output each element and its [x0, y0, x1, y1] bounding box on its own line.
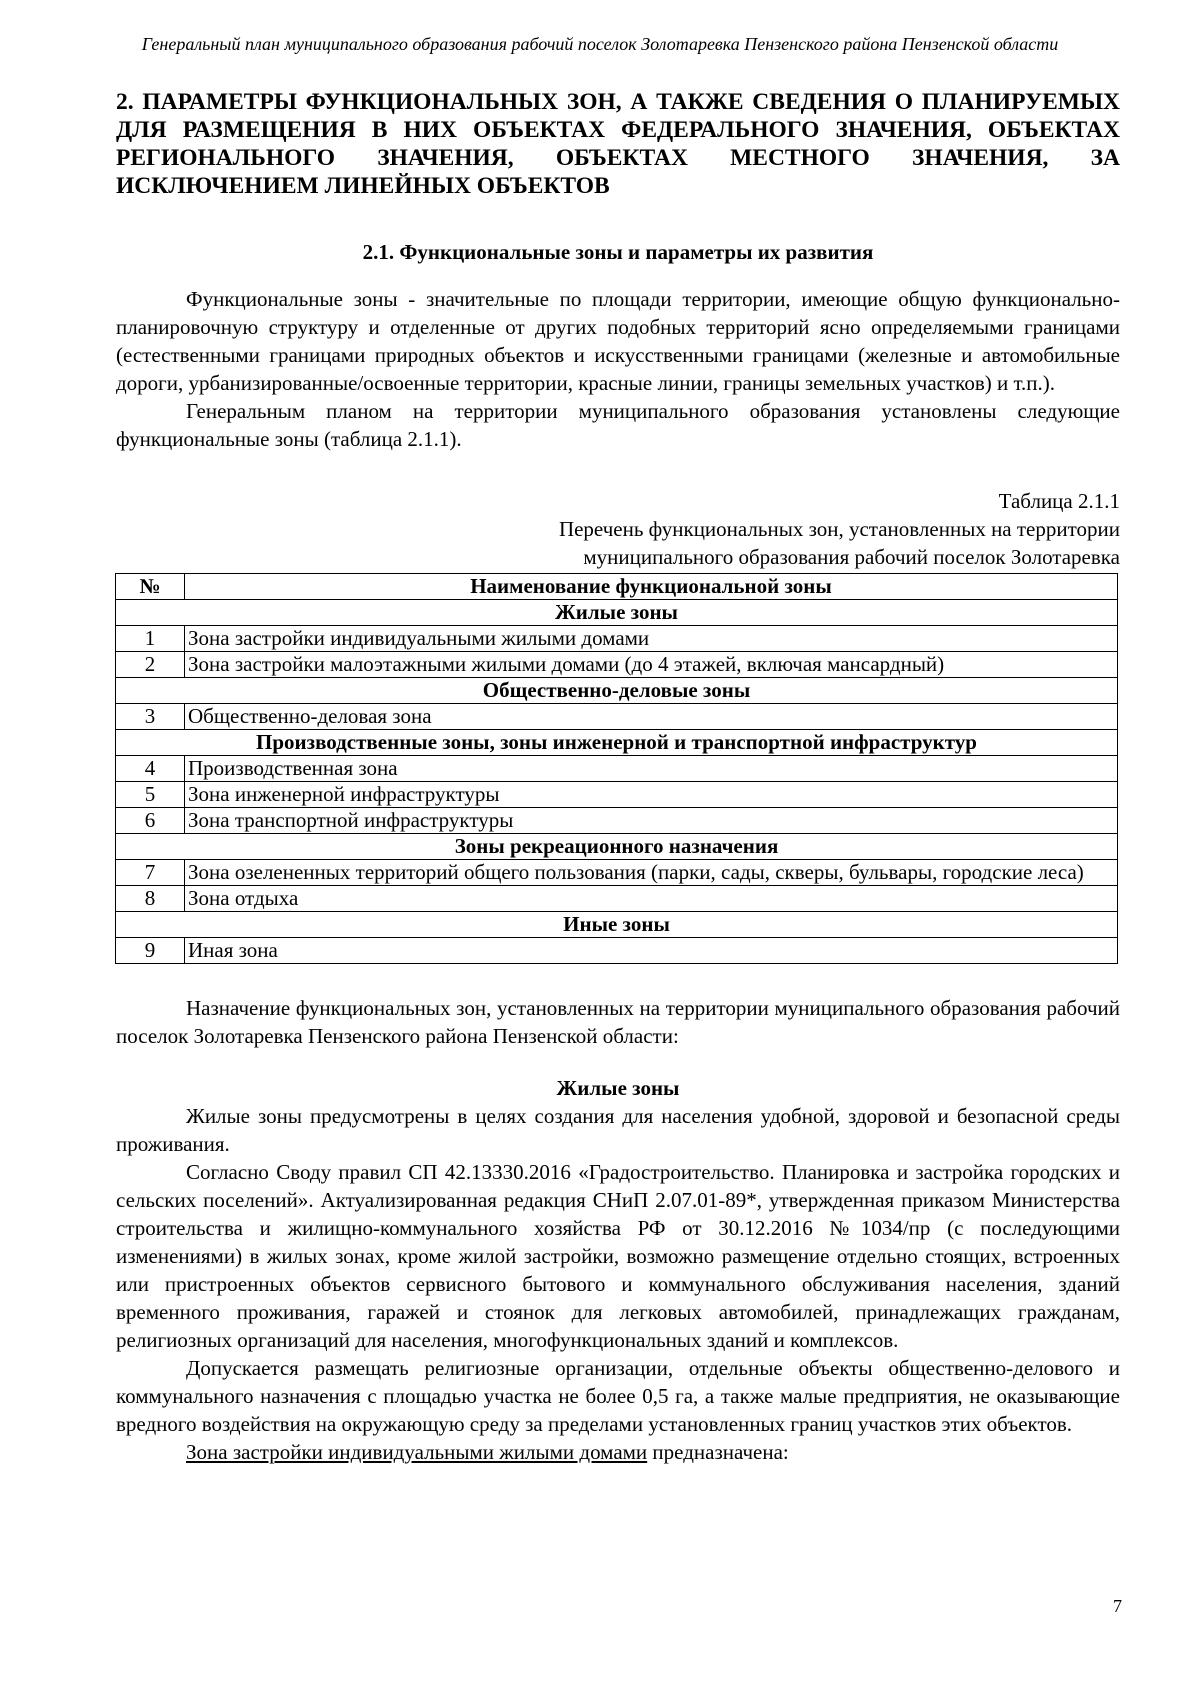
row-number: 3: [116, 704, 185, 730]
row-number: 1: [116, 626, 185, 652]
table-caption: [116, 487, 1120, 571]
row-name: Зона транспортной инфраструктуры: [185, 808, 1118, 834]
intro-paragraph-2: Генеральным планом на территории муниципального образования установлены следующие функциональные зоны (таблица 2.1.1).: [116, 399, 1120, 451]
section-cell: Производственные зоны, зоны инженерной и транспортной инфраструктур: [116, 730, 1118, 756]
row-number: 7: [116, 860, 185, 886]
row-name: Зона озелененных территорий общего пользования (парки, сады, скверы, бульвары, городские леса): [185, 860, 1118, 886]
row-number: 9: [116, 938, 185, 964]
row-number: 2: [116, 652, 185, 678]
section-cell: Иные зоны: [116, 912, 1118, 938]
table-row: [116, 756, 1118, 782]
row-number: 6: [116, 808, 185, 834]
row-name: Зона инженерной инфраструктуры: [185, 782, 1118, 808]
purpose-paragraph-5: [116, 1438, 1120, 1466]
intro-paragraph-1: Функциональные зоны - значительные по площади территории, имеющие общую функционально-планировочную структуру и отделенные от других подобных территорий ясно определяемыми границами (естественными границами природных объектов и искусственными границами (железные и автомобильные дороги, урбанизированные/освоенные территории, красные линии, границы земельных участков) и т.п.).: [116, 287, 1120, 395]
table-section-row: [116, 834, 1118, 860]
section-cell: Жилые зоны: [116, 600, 1118, 626]
row-number: 8: [116, 886, 185, 912]
table-section-row: [116, 678, 1118, 704]
zone-name-underlined: Зона застройки индивидуальными жилыми домами: [186, 1440, 648, 1464]
running-header: Генеральный план муниципального образования рабочий поселок Золотаревка Пензенского района Пензенской области: [141, 34, 1059, 54]
purpose-paragraph-3: Согласно Своду правил СП 42.13330.2016 «Градостроительство. Планировка и застройка городских и сельских поселений». Актуализированная редакция СНиП 2.07.01-89*, утвержденная приказом Министерства строительства и жилищно-коммунального хозяйства РФ от 30.12.2016 №1034/пр (с последующими изменениями) в жилых зонах, кроме жилой застройки, возможно размещение отдельно стоящих, встроенных или пристроенных объектов сервисного бытового и коммунального обслуживания населения, зданий временного проживания, гаражей и стоянок для легковых автомобилей, принадлежащих гражданам, религиозных организаций для населения, многофункциональных зданий и комплексов.: [116, 1160, 1120, 1352]
column-header-name: Наименование функциональной зоны: [185, 574, 1118, 600]
purpose-paragraph-1: Назначение функциональных зон, установленных на территории муниципального образования рабочий поселок Золотаревка Пензенского района Пензенской области:: [116, 996, 1120, 1048]
table-caption-line-2: муниципального образования рабочий поселок Золотаревка: [583, 545, 1120, 569]
table-row: [116, 704, 1118, 730]
table-row: [116, 652, 1118, 678]
table-row: [116, 860, 1118, 886]
row-name: Зона отдыха: [185, 886, 1118, 912]
page-content: [116, 88, 1120, 1466]
section-cell: Общественно-деловые зоны: [116, 678, 1118, 704]
row-name: Зона застройки индивидуальными жилыми домами: [185, 626, 1118, 652]
purpose-paragraph-4: Допускается размещать религиозные организации, отдельные объекты общественно-делового и коммунального назначения с площадью участка не более 0,5 га, а также малые предприятия, не оказывающие вредного воздействия на окружающую среду за пределами установленных границ участков этих объектов.: [116, 1356, 1120, 1436]
residential-zones-heading: Жилые зоны: [556, 1076, 680, 1100]
row-name: Общественно-деловая зона: [185, 704, 1118, 730]
section-cell: Зоны рекреационного назначения: [116, 834, 1118, 860]
purpose-paragraph-5-rest: предназначена:: [647, 1440, 789, 1464]
subsection-title: 2.1. Функциональные зоны и параметры их развития: [362, 240, 874, 264]
row-name: Иная зона: [185, 938, 1118, 964]
purpose-paragraph-2: Жилые зоны предусмотрены в целях создания для населения удобной, здоровой и безопасной среды проживания.: [116, 1104, 1120, 1156]
table-row: [116, 626, 1118, 652]
row-name: Зона застройки малоэтажными жилыми домами (до 4 этажей, включая мансардный): [185, 652, 1118, 678]
table-row: [116, 808, 1118, 834]
table-label: Таблица 2.1.1: [998, 489, 1120, 513]
table-row: [116, 782, 1118, 808]
page-number: 7: [1113, 1596, 1122, 1616]
section-title: 2. ПАРАМЕТРЫ ФУНКЦИОНАЛЬНЫХ ЗОН, А ТАКЖЕ СВЕДЕНИЯ О ПЛАНИРУЕМЫХ ДЛЯ РАЗМЕЩЕНИЯ В НИХ ОБЪЕКТАХ ФЕДЕРАЛЬНОГО ЗНАЧЕНИЯ, ОБЪЕКТАХ РЕГИОНАЛЬНОГО ЗНАЧЕНИЯ, ОБЪЕКТАХ МЕСТНОГО ЗНАЧЕНИЯ, ЗА ИСКЛЮЧЕНИЕМ ЛИНЕЙНЫХ ОБЪЕКТОВ: [116, 89, 1120, 199]
row-name: Производственная зона: [185, 756, 1118, 782]
table-row: [116, 938, 1118, 964]
table-caption-line-1: Перечень функциональных зон, установленных на территории: [558, 517, 1120, 541]
row-number: 4: [116, 756, 185, 782]
table-header-row: [116, 574, 1118, 600]
table-section-row: [116, 730, 1118, 756]
table-section-row: [116, 912, 1118, 938]
table-row: [116, 886, 1118, 912]
zones-table: [115, 573, 1118, 964]
column-header-number: №: [116, 574, 185, 600]
row-number: 5: [116, 782, 185, 808]
table-section-row: [116, 600, 1118, 626]
